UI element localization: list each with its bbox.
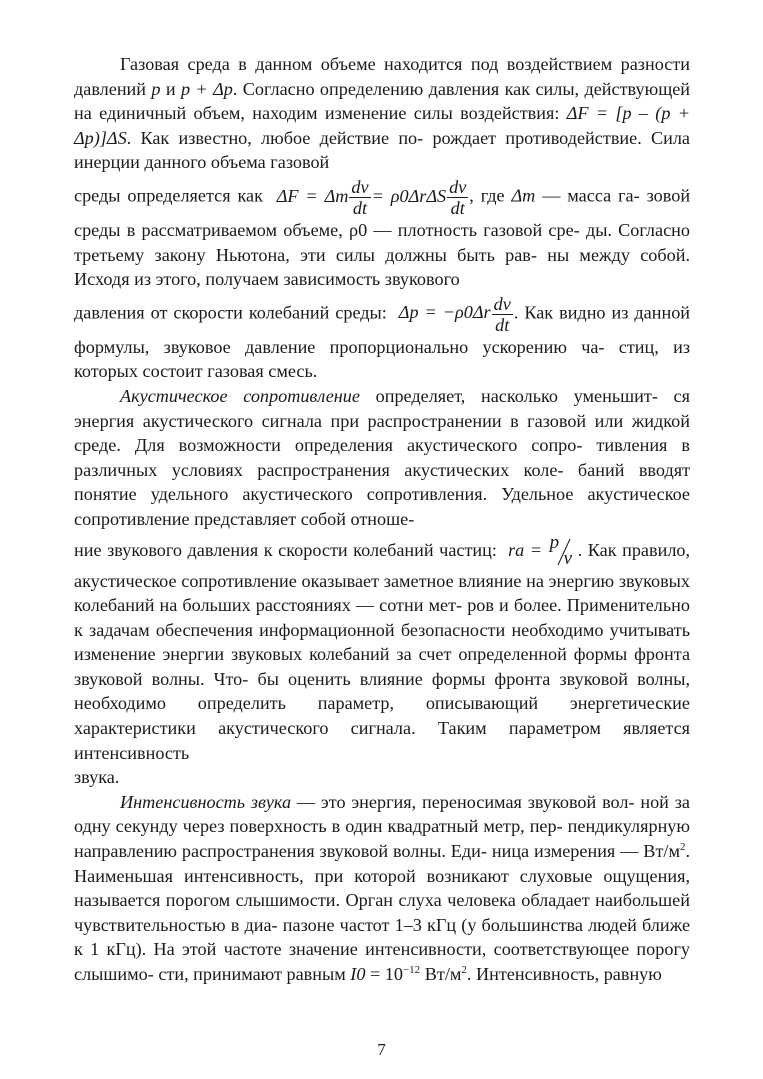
- p1-line5: рождает противодействие. Сила инерции данного объема газовой: [74, 127, 691, 173]
- frac2-den: dt: [450, 197, 465, 218]
- term-sound-intensity: Интенсивность звука: [120, 791, 292, 812]
- slash-den: v: [563, 547, 573, 569]
- p1-line1: Газовая среда в данном объеме находится под воздействием: [120, 54, 613, 74]
- p3-line8: частоте значение интенсивности, соответствующее порогу слышимо-: [74, 939, 691, 984]
- p1-line12: стиц, из которых состоит газовая смесь.: [74, 336, 691, 382]
- slash-num: p: [549, 531, 560, 553]
- p2-line13: бы оценить влияние формы фронта звуковой волны, необходимо: [74, 668, 691, 714]
- p2-line7a: ние звукового давления к скорости колебаний частиц:: [74, 539, 497, 560]
- p1-line11: данной формулы, звуковое давление пропорционально ускорению ча-: [74, 302, 691, 357]
- p2-line6: Удельное акустическое сопротивление представляет собой отноше-: [74, 484, 690, 529]
- p2-line14: определить параметр, описывающий энергетические характеристики: [74, 693, 690, 739]
- p3-line2: ной за одну секунду через поверхность в один квадратный метр, пер-: [74, 791, 691, 837]
- frac1-num: dv: [351, 176, 369, 197]
- p1-line6b: , где: [469, 185, 505, 206]
- p1-line7: зовой среды в рассматриваемом объеме, ρ0 — плотность газовой сре-: [74, 185, 691, 240]
- sym-dF-expr: ΔF = [p – (p + Δp)]ΔS: [74, 103, 691, 148]
- p2-line1: определяет, насколько уменьшит-: [359, 385, 658, 406]
- p1-line10b: . Как видно из: [513, 302, 629, 323]
- p2-line12: колебаний за счет определенной формы фронта звуковой волны. Что-: [74, 644, 691, 689]
- page-number: 7: [377, 1040, 386, 1059]
- document-page: [74, 52, 690, 987]
- p3-line6: Орган слуха человека обладает наибольшей чувствительностью в диа-: [74, 890, 690, 935]
- formula-ra: [503, 531, 578, 569]
- p2-line9: энергию звуковых колебаний на больших расстояниях — сотни мет-: [74, 570, 690, 616]
- frac3-den: dt: [495, 314, 510, 335]
- p1-line9: ны между собой. Исходя из этого, получаем зависимость звукового: [74, 244, 690, 290]
- paragraph-3: [74, 790, 690, 987]
- p3-line9a: сти, принимают равным: [158, 964, 351, 984]
- slash-line: [548, 535, 578, 569]
- paragraph-2-last: [74, 765, 690, 790]
- p3-line1: — это энергия, переносимая звуковой вол-: [291, 791, 635, 812]
- formula-ra-lhs: ra =: [508, 539, 543, 560]
- exp-2-b: 2: [461, 963, 467, 976]
- sym-I0: I0: [350, 964, 366, 984]
- p3-line4b: . Наименьшая интенсивность, при которой: [74, 841, 691, 886]
- p2-line2: ся энергия акустического сигнала при распространении в газовой или: [74, 385, 690, 431]
- formula-force-lhs: ΔF = Δm: [276, 185, 349, 206]
- paragraph-1: [74, 52, 690, 175]
- p1-line10a: давления от скорости колебаний среды:: [74, 302, 387, 323]
- p3-line7: пазоне частот 1–3 кГц (у большинства людей ближе к 1 кГц). На этой: [74, 914, 691, 960]
- formula-force-mid: = ρ0ΔrΔS: [371, 185, 447, 206]
- p2-line5: баний вводят понятие удельного акустического сопротивления.: [74, 459, 691, 505]
- p1-line6c: — масса га-: [542, 185, 640, 206]
- p1-line2a: разности давлений: [74, 54, 691, 99]
- p2-line3: жидкой среде. Для возможности определения акустического сопро-: [74, 410, 690, 456]
- exp-2-a: 2: [679, 840, 686, 853]
- formula-force: [270, 176, 469, 218]
- paragraph-1-formula-line: [74, 177, 690, 292]
- p3-line9b: = 10: [365, 964, 403, 984]
- term-acoustic-resistance: Акустическое сопротивление: [120, 385, 360, 406]
- p3-line9d: . Интенсивность, равную: [466, 964, 662, 984]
- paragraph-2: [74, 384, 690, 532]
- p2-line15: акустического сигнала. Таким параметром является интенсивность: [74, 718, 691, 763]
- exp-minus-12: −12: [402, 963, 421, 976]
- sym-dm: Δm: [511, 185, 536, 206]
- formula-pressure: [393, 293, 514, 335]
- sym-p: p: [151, 78, 161, 99]
- p1-line2c: . Согласно определению давления как: [232, 78, 531, 99]
- p3-line5: возникают слуховые ощущения, называется порогом слышимости.: [74, 865, 691, 911]
- sym-p-plus-dp: p + Δp: [180, 78, 233, 99]
- frac-dv-dt-1: [349, 177, 370, 218]
- p3-line3: пендикулярную направлению распространения звуковой волны. Еди-: [74, 816, 690, 862]
- frac2-num: dv: [449, 176, 467, 197]
- paragraph-1-formula2-line: [74, 294, 690, 384]
- frac-dv-dt-3: [492, 294, 513, 335]
- frac-p-over-v: [548, 531, 578, 569]
- p2-line11: безопасности необходимо учитывать изменение энергии звуковых: [74, 619, 691, 665]
- p3-line9c: Вт/м: [420, 964, 462, 984]
- formula-pressure-lhs: Δp = −ρ0Δr: [398, 302, 491, 323]
- p2-line4: тивления в различных условиях распространения акустических коле-: [74, 435, 690, 480]
- p2-line16: звука.: [74, 767, 120, 788]
- p2-line10: ров и более. Применительно к задачам обеспечения информационной: [74, 595, 691, 640]
- frac1-den: dt: [352, 197, 368, 218]
- p1-line8: ды. Согласно третьему закону Ньютона, эти силы должны быть рав-: [74, 219, 690, 265]
- p1-line3: силы, действующей на единичный объем, находим изменение силы: [74, 78, 691, 124]
- p1-line4b: . Как известно, любое действие по-: [126, 127, 424, 148]
- p1-line6a: среды определяется как: [74, 185, 263, 206]
- frac-dv-dt-2: [447, 177, 468, 218]
- p1-line4a: воздействия:: [460, 103, 567, 124]
- frac3-num: dv: [493, 293, 511, 314]
- p1-line2b: и: [160, 78, 181, 99]
- paragraph-2-formula-line: [74, 531, 691, 766]
- p2-line7b: . Как: [577, 539, 617, 560]
- p2-line8: правило, акустическое сопротивление оказывает заметное влияние на: [74, 539, 691, 591]
- p3-line4a: ница измерения — Вт/м: [491, 841, 680, 862]
